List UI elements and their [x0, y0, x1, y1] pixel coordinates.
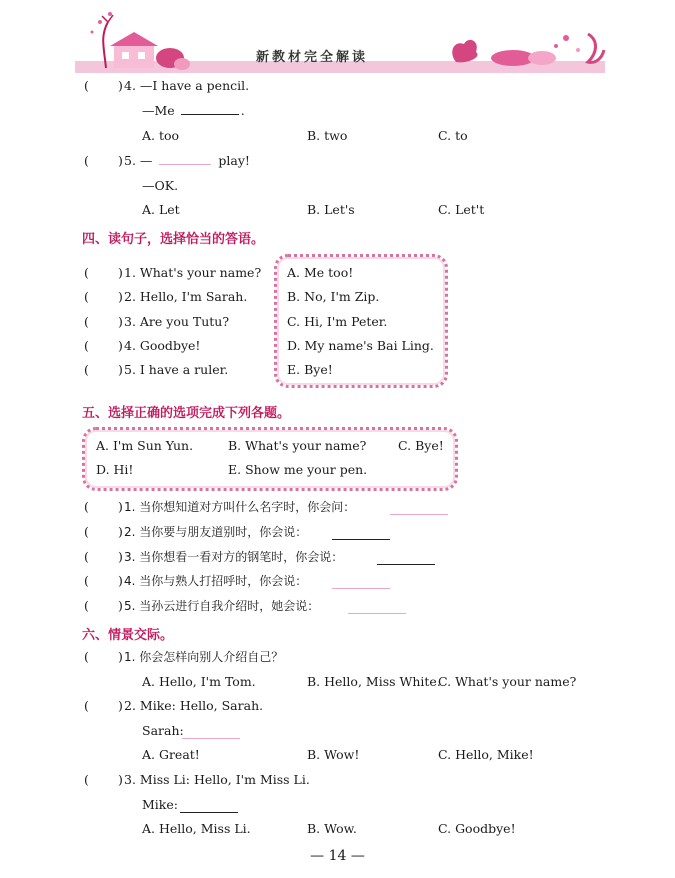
answer-option: D. My name's Bai Ling. [287, 338, 434, 353]
question-stem: 1. 你会怎样向别人介绍自己？ [124, 650, 284, 664]
reply-text: —Me [142, 103, 175, 118]
option-b: B. Wow! [307, 747, 360, 762]
answer-paren-open: ( [84, 338, 89, 353]
header-left-decoration [70, 8, 190, 74]
question-stem: 3. Miss Li: Hello, I'm Miss Li. [124, 772, 310, 787]
answer-option: E. Bye! [287, 362, 333, 377]
question-text: 5. I have a ruler. [124, 362, 229, 377]
question-text: 4. Goodbye! [124, 338, 201, 353]
answer-blank[interactable] [332, 573, 390, 589]
question-text: 2. Hello, I'm Sarah. [124, 289, 248, 304]
answer-blank[interactable] [159, 164, 211, 165]
box-option-a: A. I'm Sun Yun. [96, 438, 194, 453]
box-option-d: D. Hi! [96, 462, 134, 477]
answer-paren-close: ) [118, 314, 123, 329]
question-stem: 2. Mike: Hello, Sarah. [124, 698, 264, 713]
answer-paren-close: ) [118, 598, 123, 613]
box-option-c: C. Bye! [398, 438, 444, 453]
answer-paren-close: ) [118, 573, 123, 588]
answer-paren-open: ( [84, 265, 89, 280]
option-b: B. Let's [307, 202, 355, 217]
header-title: 新教材完全解读 [256, 50, 369, 65]
option-a: A. too [142, 128, 180, 143]
answer-paren-close: ) [118, 649, 123, 664]
question-stem [124, 153, 250, 169]
answer-paren-close: ) [118, 549, 123, 564]
header-right-decoration [438, 28, 608, 70]
question-text: 2. 当你要与朋友道别时，你会说： [124, 525, 308, 539]
section-5-title: 五、选择正确的选项完成下列各题。 [82, 406, 291, 421]
answer-paren-open: ( [84, 524, 89, 539]
answer-paren-open: ( [84, 698, 89, 713]
question-reply: Sarah: [142, 723, 184, 738]
option-a: A. Hello, Miss Li. [142, 821, 251, 836]
answer-blank[interactable] [390, 499, 448, 515]
question-reply: Mike: [142, 797, 178, 812]
option-b: B. Hello, Miss White. [307, 674, 441, 689]
question-text: 5. 当孙云进行自我介绍时，她会说： [124, 599, 320, 613]
question-reply: —OK. [142, 178, 179, 193]
reply-period: . [240, 103, 245, 118]
answer-paren-close: ) [118, 698, 123, 713]
question-text: 4. 当你与熟人打招呼时，你会说： [124, 574, 308, 588]
answer-paren-close: ) [118, 362, 123, 377]
answer-paren-open: ( [84, 314, 89, 329]
answer-option: A. Me too! [287, 265, 354, 280]
answer-option: B. No, I'm Zip. [287, 289, 380, 304]
option-c: C. Let't [438, 202, 485, 217]
option-b: B. Wow. [307, 821, 357, 836]
page-number: — 14 — [310, 848, 365, 864]
question-reply [142, 103, 245, 119]
answer-option: C. Hi, I'm Peter. [287, 314, 388, 329]
answer-paren-open: ( [84, 573, 89, 588]
stem-b: play! [218, 153, 250, 168]
answer-paren-open: ( [84, 499, 89, 514]
question-text: 1. 当你想知道对方叫什么名字时，你会问： [124, 500, 356, 514]
option-c: C. Hello, Mike! [438, 747, 534, 762]
answer-paren-close: ) [118, 499, 123, 514]
answer-paren-open: ( [84, 362, 89, 377]
box-option-b: B. What's your name? [228, 438, 367, 453]
answer-paren-open: ( [84, 78, 89, 93]
answer-paren-open: ( [84, 153, 89, 168]
answer-paren-close: ) [118, 153, 123, 168]
option-c: C. to [438, 128, 468, 143]
option-box [82, 427, 458, 491]
option-a: A. Great! [142, 747, 200, 762]
answer-blank[interactable] [332, 524, 390, 540]
answer-paren-close: ) [118, 772, 123, 787]
answer-blank[interactable] [377, 549, 435, 565]
answer-paren-open: ( [84, 772, 89, 787]
option-c: C. Goodbye! [438, 821, 516, 836]
answer-blank[interactable] [348, 598, 406, 614]
answer-paren-close: ) [118, 78, 123, 93]
answer-paren-open: ( [84, 598, 89, 613]
option-b: B. two [307, 128, 348, 143]
option-a: A. Let [142, 202, 180, 217]
question-text: 3. Are you Tutu? [124, 314, 230, 329]
stem-a: 5. — [124, 153, 153, 168]
question-stem: 4. —I have a pencil. [124, 78, 250, 93]
box-option-e: E. Show me your pen. [228, 462, 368, 477]
answer-paren-close: ) [118, 524, 123, 539]
answer-paren-close: ) [118, 289, 123, 304]
answer-paren-open: ( [84, 549, 89, 564]
option-a: A. Hello, I'm Tom. [142, 674, 256, 689]
answer-paren-open: ( [84, 289, 89, 304]
section-6-title: 六、情景交际。 [82, 628, 174, 643]
section-4-title: 四、读句子，选择恰当的答语。 [82, 232, 265, 247]
answer-paren-close: ) [118, 338, 123, 353]
answer-blank[interactable] [182, 723, 240, 739]
answer-blank[interactable] [180, 797, 238, 813]
answer-blank[interactable] [181, 114, 239, 115]
answer-paren-open: ( [84, 649, 89, 664]
option-c: C. What's your name? [438, 674, 577, 689]
question-text: 3. 当你想看一看对方的钢笔时，你会说： [124, 550, 344, 564]
question-text: 1. What's your name? [124, 265, 262, 280]
answer-paren-close: ) [118, 265, 123, 280]
